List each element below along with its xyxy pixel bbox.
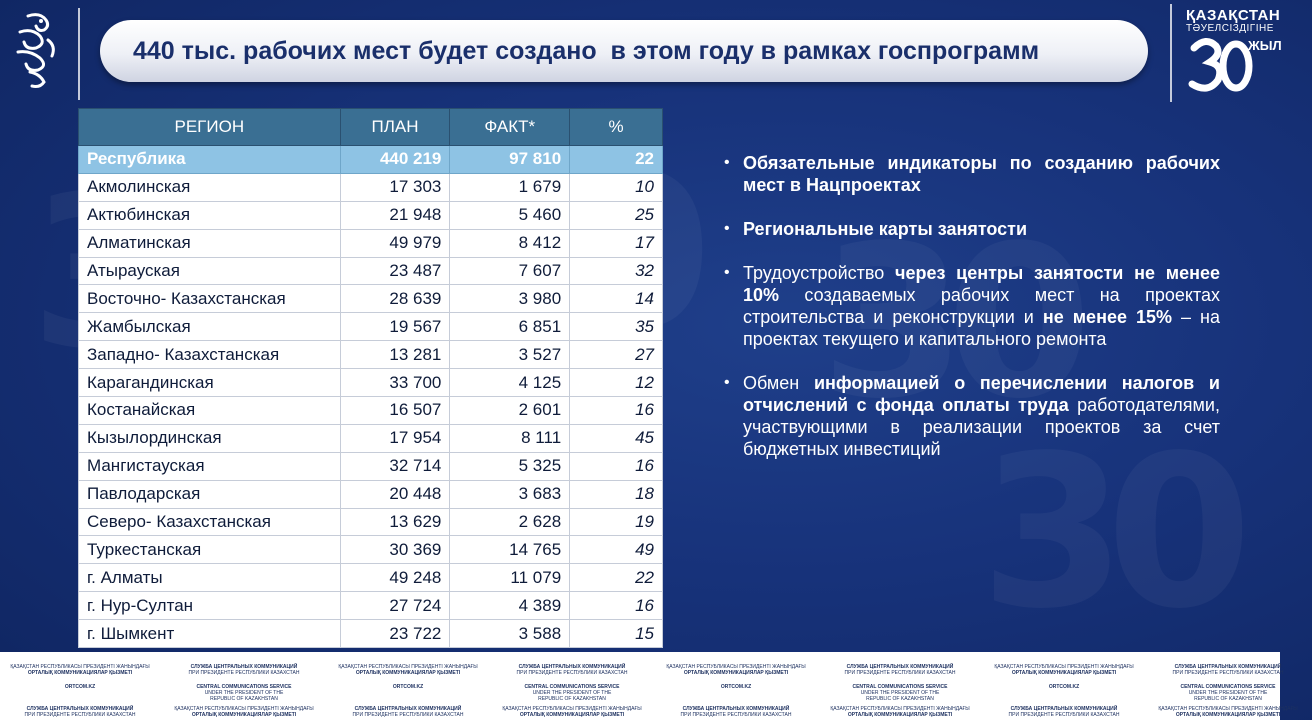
region-cell: Костанайская [79,397,341,425]
percent-cell: 45 [570,424,663,452]
column-header-region: РЕГИОН [79,109,341,146]
region-cell: Акмолинская [79,173,341,201]
footer-eng-block [164,684,324,702]
plan-cell: 16 507 [340,397,450,425]
bullet-text-bold: через центры занятости не менее 10% [743,263,1220,305]
footer-text: ПРИ ПРЕЗИДЕНТЕ РЕСПУБЛИКИ КАЗАХСТАН [188,670,300,676]
brand-line2: ТӘУЕЛСІЗДІГІНЕ [1186,23,1274,34]
footer-text: CENTRAL COMMUNICATIONS SERVICE [196,684,292,690]
region-cell: Восточно- Казахстанская [79,285,341,313]
region-cell: Карагандинская [79,369,341,397]
logo-divider [78,8,80,100]
region-cell: г. Шымкент [79,620,341,648]
table-row [79,397,663,425]
plan-cell: 33 700 [340,369,450,397]
footer-text: СЛУЖБА ЦЕНТРАЛЬНЫХ КОММУНИКАЦИЙ [190,664,298,670]
footer-text: ҚАЗАҚСТАН РЕСПУБЛИКАСЫ ПРЕЗИДЕНТІ ЖАНЫНДАҒЫ [994,664,1134,670]
fact-cell: 8 412 [450,229,570,257]
percent-cell: 27 [570,341,663,369]
footer-text: REPUBLIC OF KAZAKHSTAN [538,696,606,702]
table-row [79,508,663,536]
footer-rus-block [820,664,980,676]
region-cell: Алматинская [79,229,341,257]
plan-cell: 27 724 [340,592,450,620]
footer-text: ПРИ ПРЕЗИДЕНТЕ РЕСПУБЛИКИ КАЗАХСТАН [24,712,136,718]
plan-cell: 23 722 [340,620,450,648]
footer-rus-block [0,706,160,718]
percent-cell: 12 [570,369,663,397]
region-cell: Мангистауская [79,452,341,480]
footer-text: ORTCOM.KZ [720,684,752,690]
table-row [79,285,663,313]
footer-text: ПРИ ПРЕЗИДЕНТЕ РЕСПУБЛИКИ КАЗАХСТАН [516,670,628,676]
region-cell: Атырауская [79,257,341,285]
footer-text: ОРТАЛЫҚ КОММУНИКАЦИЯЛАР ҚЫЗМЕТІ [847,712,953,718]
footer-eng-block [1148,684,1308,702]
plan-cell: 32 714 [340,452,450,480]
table-row [79,173,663,201]
footer-text: REPUBLIC OF KAZAKHSTAN [866,696,934,702]
fact-cell: 2 628 [450,508,570,536]
snow-leopard-emblem-icon [10,10,60,90]
footer-text: ПРИ ПРЕЗИДЕНТЕ РЕСПУБЛИКИ КАЗАХСТАН [1008,712,1120,718]
bullet-item [724,152,1220,196]
regions-table [78,108,663,648]
percent-cell: 49 [570,536,663,564]
footer-text: ORTCOM.KZ [64,684,96,690]
percent-cell: 22 [570,146,663,174]
footer-text: СЛУЖБА ЦЕНТРАЛЬНЫХ КОММУНИКАЦИЙ [354,706,462,712]
fact-cell: 3 588 [450,620,570,648]
footer-text: ПРИ ПРЕЗИДЕНТЕ РЕСПУБЛИКИ КАЗАХСТАН [680,712,792,718]
bullet-text: – на проектах текущего и капитального ремонта [743,307,1221,349]
footer-row [0,684,1280,702]
bullet-item [724,218,1220,240]
region-cell: Жамбылская [79,313,341,341]
bullet-dot-icon: • [724,154,730,171]
bullet-text: Обмен [743,373,814,393]
bullet-text: Трудоустройство [743,263,895,283]
footer-text: СЛУЖБА ЦЕНТРАЛЬНЫХ КОММУНИКАЦИЙ [1010,706,1118,712]
footer-text: CENTRAL COMMUNICATIONS SERVICE [1180,684,1276,690]
fact-cell: 3 980 [450,285,570,313]
table-total-row [79,146,663,174]
footer-site-block [984,684,1144,690]
percent-cell: 15 [570,620,663,648]
footer-rus-block [656,706,816,718]
table-row [79,424,663,452]
fact-cell: 4 389 [450,592,570,620]
plan-cell: 13 629 [340,508,450,536]
table-row [79,341,663,369]
footer-text: ОРТАЛЫҚ КОММУНИКАЦИЯЛАР ҚЫЗМЕТІ [1011,670,1117,676]
region-cell: Северо- Казахстанская [79,508,341,536]
footer-text: ОРТАЛЫҚ КОММУНИКАЦИЯЛАР ҚЫЗМЕТІ [1175,712,1281,718]
footer-text: ҚАЗАҚСТАН РЕСПУБЛИКАСЫ ПРЕЗИДЕНТІ ЖАНЫНДАҒЫ [1158,706,1298,712]
footer-text: ПРИ ПРЕЗИДЕНТЕ РЕСПУБЛИКИ КАЗАХСТАН [352,712,464,718]
percent-cell: 22 [570,564,663,592]
percent-cell: 10 [570,173,663,201]
brand-line1: ҚАЗАҚСТАН [1186,7,1281,24]
footer-text: ҚАЗАҚСТАН РЕСПУБЛИКАСЫ ПРЕЗИДЕНТІ ЖАНЫНДАҒЫ [338,664,478,670]
table-row [79,620,663,648]
footer-logo-strip [0,652,1298,720]
table-row [79,313,663,341]
fact-cell: 1 679 [450,173,570,201]
footer-site-block [656,684,816,690]
bullet-text-bold: не менее 15% [1042,307,1173,327]
footer-text: ОРТАЛЫҚ КОММУНИКАЦИЯЛАР ҚЫЗМЕТІ [27,670,133,676]
footer-row [0,664,1284,676]
table-row [79,369,663,397]
footer-kaz-block [0,664,160,676]
plan-cell: 23 487 [340,257,450,285]
table-row [79,201,663,229]
plan-cell: 20 448 [340,480,450,508]
region-cell: Павлодарская [79,480,341,508]
plan-cell: 49 979 [340,229,450,257]
fact-cell: 14 765 [450,536,570,564]
footer-text: ҚАЗАҚСТАН РЕСПУБЛИКАСЫ ПРЕЗИДЕНТІ ЖАНЫНДАҒЫ [10,664,150,670]
bullet-dot-icon: • [724,264,730,281]
table-row [79,452,663,480]
footer-row [0,706,1298,718]
region-cell: Туркестанская [79,536,341,564]
region-cell: г. Алматы [79,564,341,592]
percent-cell: 32 [570,257,663,285]
fact-cell: 6 851 [450,313,570,341]
fact-cell: 8 111 [450,424,570,452]
region-cell: Кызылординская [79,424,341,452]
footer-text: СЛУЖБА ЦЕНТРАЛЬНЫХ КОММУНИКАЦИЙ [1174,664,1282,670]
plan-cell: 30 369 [340,536,450,564]
percent-cell: 19 [570,508,663,536]
table-row [79,564,663,592]
table-header-row [79,109,663,146]
region-cell: г. Нур-Султан [79,592,341,620]
bullet-text: Региональные карты занятости [743,219,1028,239]
column-header-percent: % [570,109,663,146]
percent-cell: 35 [570,313,663,341]
bullet-item [724,262,1220,350]
footer-text: UNDER THE PRESIDENT OF THE [860,690,940,696]
bullet-dot-icon: • [724,374,730,391]
plan-cell: 19 567 [340,313,450,341]
footer-site-block [328,684,488,690]
footer-text: UNDER THE PRESIDENT OF THE [204,690,284,696]
table-row [79,257,663,285]
bullet-text: работодателями, участвующими в реализации проектов за счет бюджетных инвестиций [743,395,1220,459]
footer-text: CENTRAL COMMUNICATIONS SERVICE [852,684,948,690]
fact-cell: 11 079 [450,564,570,592]
footer-rus-block [984,706,1144,718]
plan-cell: 17 303 [340,173,450,201]
bullet-list [724,152,1220,482]
plan-cell: 17 954 [340,424,450,452]
bullet-dot-icon: • [724,220,730,237]
fact-cell: 3 683 [450,480,570,508]
title-banner [100,20,1148,82]
footer-eng-block [492,684,652,702]
plan-cell: 440 219 [340,146,450,174]
plan-cell: 21 948 [340,201,450,229]
page-title: 440 тыс. рабочих мест будет создано в этом году в рамках госпрограмм [133,36,1040,65]
plan-cell: 28 639 [340,285,450,313]
percent-cell: 16 [570,452,663,480]
footer-text: REPUBLIC OF KAZAKHSTAN [210,696,278,702]
plan-cell: 13 281 [340,341,450,369]
brand-number [1188,34,1252,101]
footer-text: ҚАЗАҚСТАН РЕСПУБЛИКАСЫ ПРЕЗИДЕНТІ ЖАНЫНДАҒЫ [174,706,314,712]
footer-text: ОРТАЛЫҚ КОММУНИКАЦИЯЛАР ҚЫЗМЕТІ [519,712,625,718]
footer-text: UNDER THE PRESIDENT OF THE [1188,690,1268,696]
bullet-item [724,372,1220,460]
percent-cell: 17 [570,229,663,257]
footer-text: CENTRAL COMMUNICATIONS SERVICE [524,684,620,690]
fact-cell: 97 810 [450,146,570,174]
footer-text: ПРИ ПРЕЗИДЕНТЕ РЕСПУБЛИКИ КАЗАХСТАН [1172,670,1284,676]
percent-cell: 14 [570,285,663,313]
footer-kaz-block [328,664,488,676]
table-row [79,229,663,257]
footer-text: СЛУЖБА ЦЕНТРАЛЬНЫХ КОММУНИКАЦИЙ [846,664,954,670]
footer-kaz-block [492,706,652,718]
fact-cell: 7 607 [450,257,570,285]
logo-divider [1170,4,1172,102]
number-30-icon [1188,34,1252,96]
bullet-text: Обязательные индикаторы по созданию рабочих мест в Нацпроектах [743,153,1220,195]
percent-cell: 18 [570,480,663,508]
footer-kaz-block [984,664,1144,676]
bullet-text: создаваемых рабочих мест на проектах строительства и реконструкции и [743,285,1220,327]
fact-cell: 5 460 [450,201,570,229]
region-cell: Актюбинская [79,201,341,229]
table-row [79,536,663,564]
footer-text: СЛУЖБА ЦЕНТРАЛЬНЫХ КОММУНИКАЦИЙ [518,664,626,670]
kazakhstan-30-years-logo [1186,7,1282,100]
footer-kaz-block [820,706,980,718]
percent-cell: 16 [570,592,663,620]
footer-rus-block [328,706,488,718]
footer-kaz-block [164,706,324,718]
footer-text: REPUBLIC OF KAZAKHSTAN [1194,696,1262,702]
column-header-plan: ПЛАН [340,109,450,146]
footer-text: СЛУЖБА ЦЕНТРАЛЬНЫХ КОММУНИКАЦИЙ [26,706,134,712]
percent-cell: 16 [570,397,663,425]
fact-cell: 3 527 [450,341,570,369]
footer-text: ҚАЗАҚСТАН РЕСПУБЛИКАСЫ ПРЕЗИДЕНТІ ЖАНЫНДАҒЫ [830,706,970,712]
fact-cell: 2 601 [450,397,570,425]
table-row [79,480,663,508]
fact-cell: 5 325 [450,452,570,480]
brand-suffix: ЖЫЛ [1248,38,1282,53]
column-header-fact: ФАКТ* [450,109,570,146]
fact-cell: 4 125 [450,369,570,397]
footer-text: ORTCOM.KZ [1048,684,1080,690]
footer-rus-block [164,664,324,676]
plan-cell: 49 248 [340,564,450,592]
footer-rus-block [492,664,652,676]
footer-site-block [0,684,160,690]
bullet-text-bold: информацией о перечислении налогов и отчислений с фонда оплаты труда [743,373,1220,415]
footer-text: ҚАЗАҚСТАН РЕСПУБЛИКАСЫ ПРЕЗИДЕНТІ ЖАНЫНДАҒЫ [666,664,806,670]
region-cell: Республика [79,146,341,174]
footer-text: ПРИ ПРЕЗИДЕНТЕ РЕСПУБЛИКИ КАЗАХСТАН [844,670,956,676]
footer-eng-block [820,684,980,702]
footer-text: ОРТАЛЫҚ КОММУНИКАЦИЯЛАР ҚЫЗМЕТІ [355,670,461,676]
footer-text: ORTCOM.KZ [392,684,424,690]
footer-text: ОРТАЛЫҚ КОММУНИКАЦИЯЛАР ҚЫЗМЕТІ [191,712,297,718]
percent-cell: 25 [570,201,663,229]
footer-kaz-block [1148,706,1308,718]
footer-text: UNDER THE PRESIDENT OF THE [532,690,612,696]
region-cell: Западно- Казахстанская [79,341,341,369]
footer-text: ОРТАЛЫҚ КОММУНИКАЦИЯЛАР ҚЫЗМЕТІ [683,670,789,676]
footer-text: ҚАЗАҚСТАН РЕСПУБЛИКАСЫ ПРЕЗИДЕНТІ ЖАНЫНДАҒЫ [502,706,642,712]
footer-rus-block [1148,664,1308,676]
table-row [79,592,663,620]
footer-text: СЛУЖБА ЦЕНТРАЛЬНЫХ КОММУНИКАЦИЙ [682,706,790,712]
footer-kaz-block [656,664,816,676]
